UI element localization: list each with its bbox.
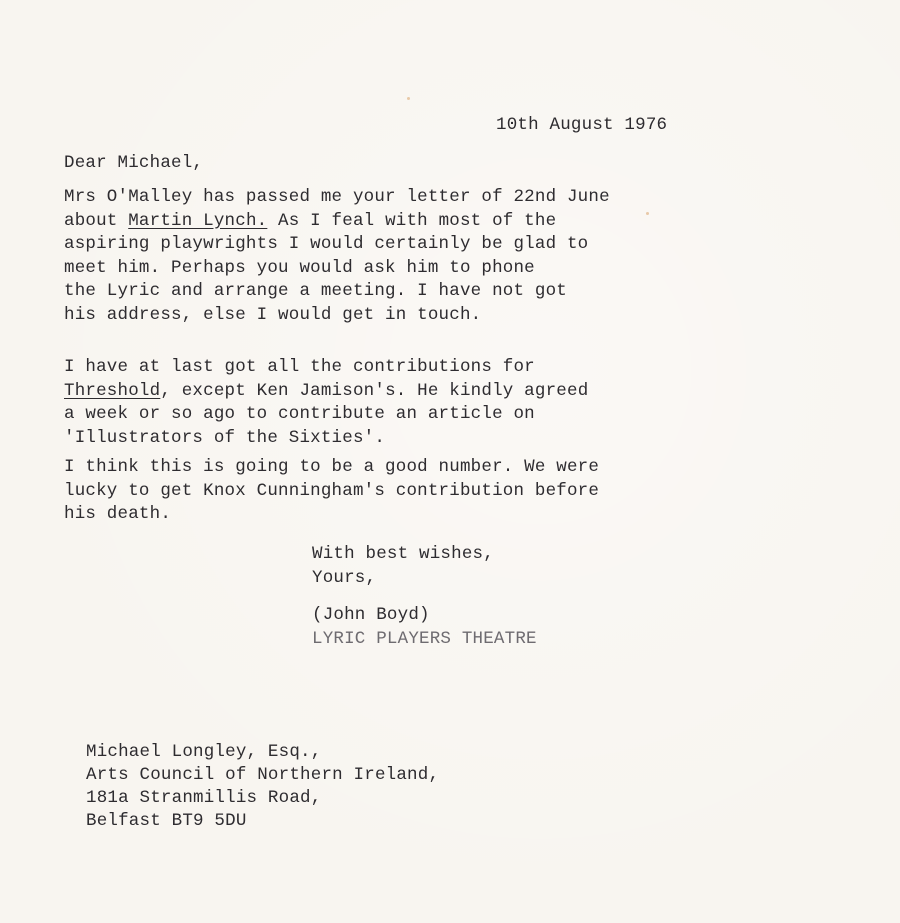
recipient-address xyxy=(86,741,439,833)
underlined-name-martin-lynch: Martin Lynch. xyxy=(128,210,268,231)
paragraph-1-line-3: aspiring playwrights I would certainly be glad to xyxy=(64,234,589,254)
paper-speck xyxy=(407,97,410,100)
paragraph-1-line-1: Mrs O'Malley has passed me your letter of 22nd June xyxy=(64,187,610,207)
paragraph-3-line-1: I think this is going to be a good number. We were xyxy=(64,457,600,477)
closing-line-2: Yours, xyxy=(312,567,377,588)
paragraph-2-line-1: I have at last got all the contributions for xyxy=(64,357,535,377)
paragraph-3-line-2: lucky to get Knox Cunningham's contribution before xyxy=(64,480,600,501)
paragraph-1-line-5: the Lyric and arrange a meeting. I have not got xyxy=(64,281,567,301)
underlined-title-threshold: Threshold xyxy=(64,380,161,401)
paragraph-2-line-3: a week or so ago to contribute an article on xyxy=(64,404,535,424)
address-line-2: Arts Council of Northern Ireland, xyxy=(86,765,440,785)
paper-speck xyxy=(646,212,649,215)
letter-date: 10th August 1976 xyxy=(496,115,668,135)
salutation: Dear Michael, xyxy=(64,153,204,173)
signature-block xyxy=(312,603,537,651)
paragraph-3-line-3: his death. xyxy=(64,504,172,524)
closing-line-1: With best wishes, xyxy=(312,544,494,564)
paragraph-1-line-2 xyxy=(64,210,610,234)
paragraph-1 xyxy=(64,186,610,327)
paragraph-2-line-2-end: , except Ken Jamison's. He kindly agreed xyxy=(160,380,589,401)
paragraph-3 xyxy=(64,456,599,527)
paragraph-2-line-2 xyxy=(64,380,588,404)
paragraph-2 xyxy=(64,356,588,450)
signatory-name: (John Boyd) xyxy=(312,605,430,625)
paragraph-2-line-4: 'Illustrators of the Sixties'. xyxy=(64,427,386,448)
address-line-1: Michael Longley, Esq., xyxy=(86,742,322,762)
address-line-3: 181a Stranmillis Road, xyxy=(86,788,322,808)
paragraph-1-line-6: his address, else I would get in touch. xyxy=(64,304,482,325)
signatory-organisation: LYRIC PLAYERS THEATRE xyxy=(312,629,537,649)
paragraph-1-line-2-start: about xyxy=(64,210,129,231)
closing xyxy=(312,543,494,590)
paragraph-1-line-4: meet him. Perhaps you would ask him to phone xyxy=(64,257,535,278)
paragraph-1-line-2-end: As I feal with most of the xyxy=(267,210,557,231)
address-line-4: Belfast BT9 5DU xyxy=(86,811,247,831)
